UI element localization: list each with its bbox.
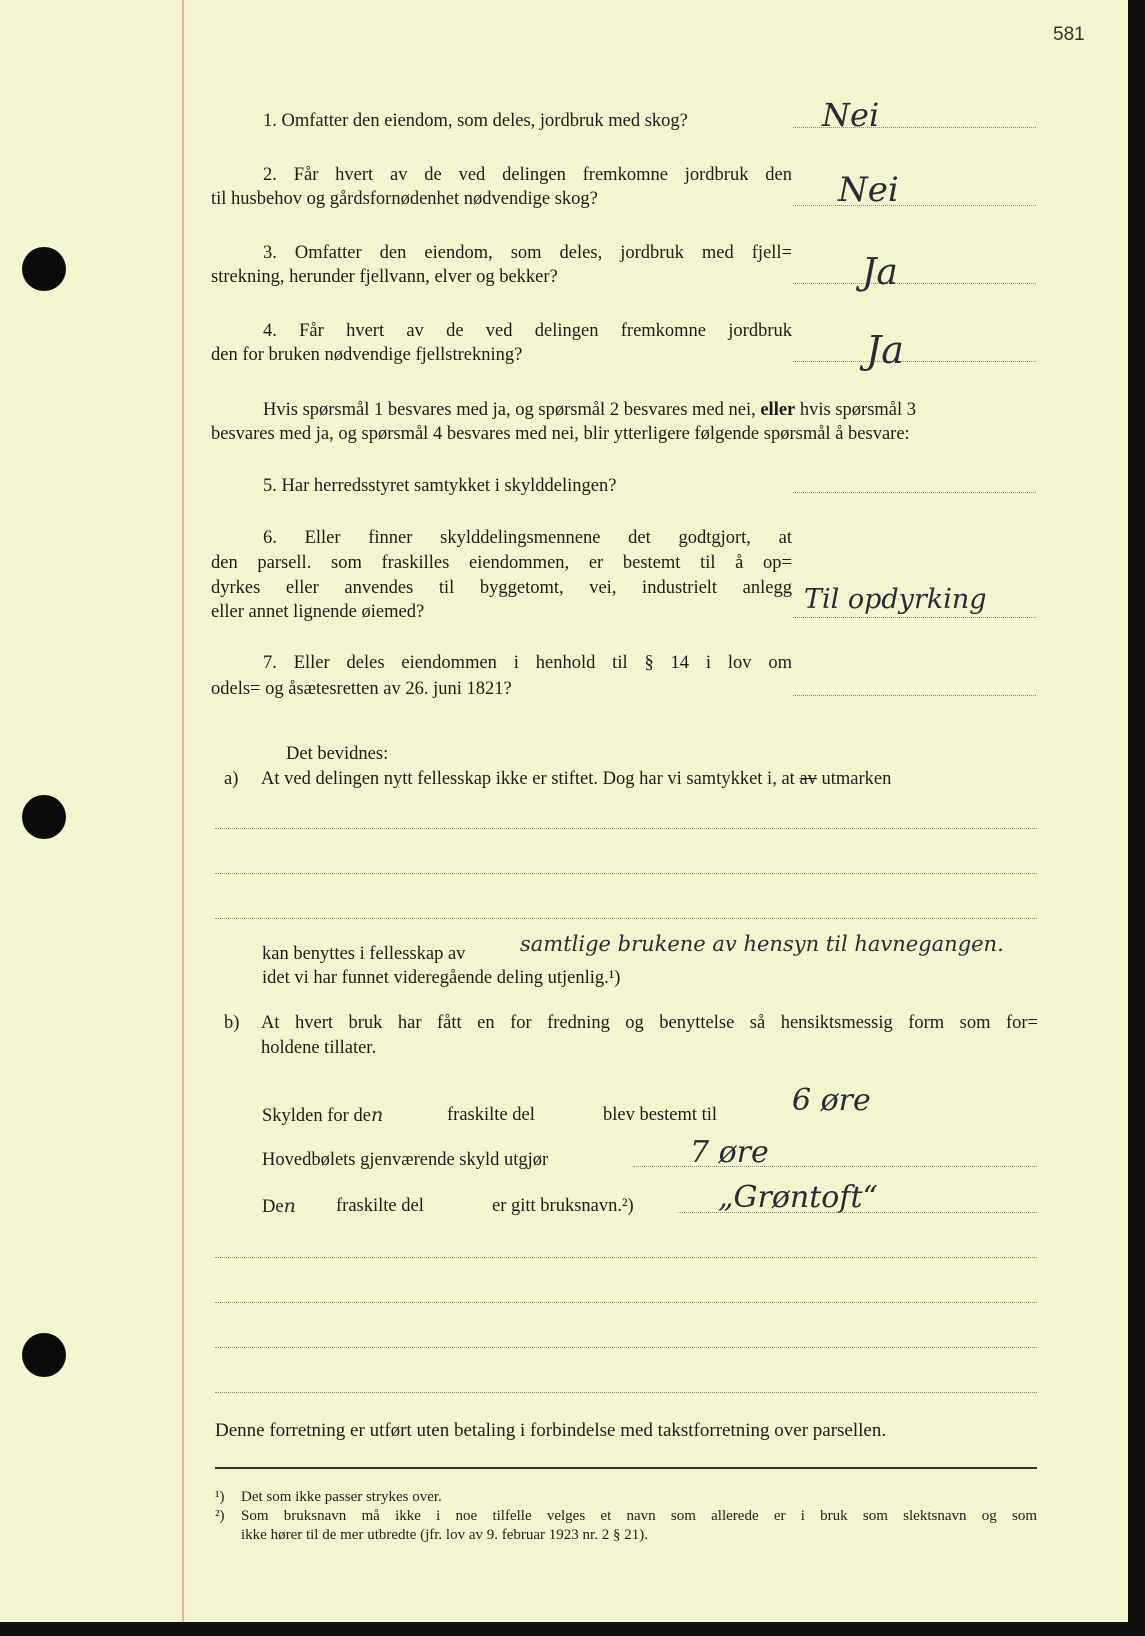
question-6-line-1: 6. Eller finner skylddelingsmennene det godtgjort, at [263, 528, 792, 548]
blank-line [215, 873, 1037, 874]
kan-benyttes-text: kan benyttes i fellesskap av [262, 944, 466, 964]
item-a-text: At ved delingen nytt fellesskap ikke er stiftet. Dog har vi samtykket i, at av utmarken [261, 769, 892, 789]
skyld-line-1-c: blev bestemt til [603, 1105, 718, 1125]
question-1-text: 1. Omfatter den eiendom, som deles, jordbruk med skog? [263, 111, 688, 131]
answer-line [793, 283, 1036, 284]
item-b-label: b) [224, 1013, 240, 1033]
question-6-line-3: dyrkes eller anvendes til byggetomt, vei, industrielt anlegg [211, 578, 792, 598]
footnote-2-cont: ikke hører til de mer utbredte (jfr. lov av 9. februar 1923 nr. 2 § 21). [241, 1527, 648, 1543]
skyld-line-3: Den [262, 1195, 296, 1217]
footnote-rule [215, 1467, 1037, 1469]
answer-line [793, 695, 1036, 696]
answer-line [793, 205, 1036, 206]
question-7-line-1: 7. Eller deles eiendommen i henhold til § 14 i lov om [263, 653, 792, 673]
question-3-line-2: strekning, herunder fjellvann, elver og bekker? [211, 267, 558, 287]
handwritten-bruksnavn: „Grøntoft“ [718, 1180, 878, 1215]
blank-line [215, 1302, 1037, 1303]
handwritten-answer-4: Ja [866, 328, 904, 372]
conditional-text-line-1: Hvis spørsmål 1 besvares med ja, og spørsmål 2 besvares med nei, eller hvis spørsmål 3 [263, 400, 917, 420]
blank-line [215, 1347, 1037, 1348]
punch-hole [22, 247, 66, 291]
skyld-line-3-c: er gitt bruksnavn.²) [492, 1196, 634, 1216]
margin-line [182, 0, 184, 1622]
handwritten-fellesskap-answer: samtlige brukene av hensyn til havnegangen. [520, 932, 1004, 956]
handwritten-answer-1: Nei [822, 96, 880, 134]
handwritten-answer-2: Nei [838, 170, 899, 210]
question-3-line-1: 3. Omfatter den eiendom, som deles, jordbruk med fjell= [263, 243, 792, 263]
handwritten-answer-6: Til opdyrking [804, 584, 987, 615]
question-7-line-2: odels= og åsætesretten av 26. juni 1821? [211, 679, 512, 699]
skyld-line-1: Skylden for den [262, 1104, 384, 1126]
item-b-line-1: At hvert bruk har fått en for fredning og benyttelse så hensiktsmessig form som for= [261, 1013, 1038, 1033]
handwritten-answer-3: Ja [862, 252, 898, 293]
footnote-1-mark: ¹) [215, 1489, 225, 1505]
skyld-line-1-b: fraskilte del [447, 1105, 535, 1125]
answer-line [793, 617, 1036, 618]
handwritten-skyld-1: 6 øre [792, 1083, 871, 1118]
question-4-line-1: 4. Får hvert av de ved delingen fremkomne jordbruk [263, 321, 792, 341]
blank-line [215, 1257, 1037, 1258]
answer-line [793, 361, 1036, 362]
question-6-line-4: eller annet lignende øiemed? [211, 602, 425, 622]
blank-line [215, 1392, 1037, 1393]
skyld-line-2: Hovedbølets gjenværende skyld utgjør [262, 1150, 549, 1170]
question-2-line-2: til husbehov og gårdsfornødenhet nødvendige skog? [211, 189, 598, 209]
blank-line [215, 828, 1037, 829]
answer-line [793, 492, 1036, 493]
idet-text: idet vi har funnet videregående deling utjenlig.¹) [262, 968, 621, 988]
handwritten-skyld-2: 7 øre [690, 1135, 769, 1170]
conditional-text-line-2: besvares med ja, og spørsmål 4 besvares med nei, blir ytterligere følgende spørsmål å besvare: [211, 424, 910, 444]
item-a-label: a) [224, 769, 239, 789]
skyld-line-3-b: fraskilte del [336, 1196, 424, 1216]
question-4-line-2: den for bruken nødvendige fjellstrekning? [211, 345, 523, 365]
question-2-line-1: 2. Får hvert av de ved delingen fremkomne jordbruk den [263, 165, 792, 185]
footnote-1-text: Det som ikke passer strykes over. [241, 1489, 442, 1505]
item-b-line-2: holdene tillater. [261, 1038, 377, 1058]
punch-hole [22, 1333, 66, 1377]
blank-line [215, 918, 1037, 919]
question-6-line-2: den parsell. som fraskilles eiendommen, er bestemt til å op= [211, 553, 792, 573]
footnote-2-text: Som bruksnavn må ikke i noe tilfelle velges et navn som allerede er i bruk som slektsnavn og som [241, 1508, 1037, 1524]
page-number: 581 [1053, 24, 1085, 45]
footnote-2-mark: ²) [215, 1508, 225, 1524]
closing-statement: Denne forretning er utført uten betaling i forbindelse med takstforretning over parsellen. [215, 1420, 887, 1441]
question-5-text: 5. Har herredsstyret samtykket i skylddelingen? [263, 476, 617, 496]
punch-hole [22, 795, 66, 839]
bevidnes-heading: Det bevidnes: [286, 744, 389, 764]
